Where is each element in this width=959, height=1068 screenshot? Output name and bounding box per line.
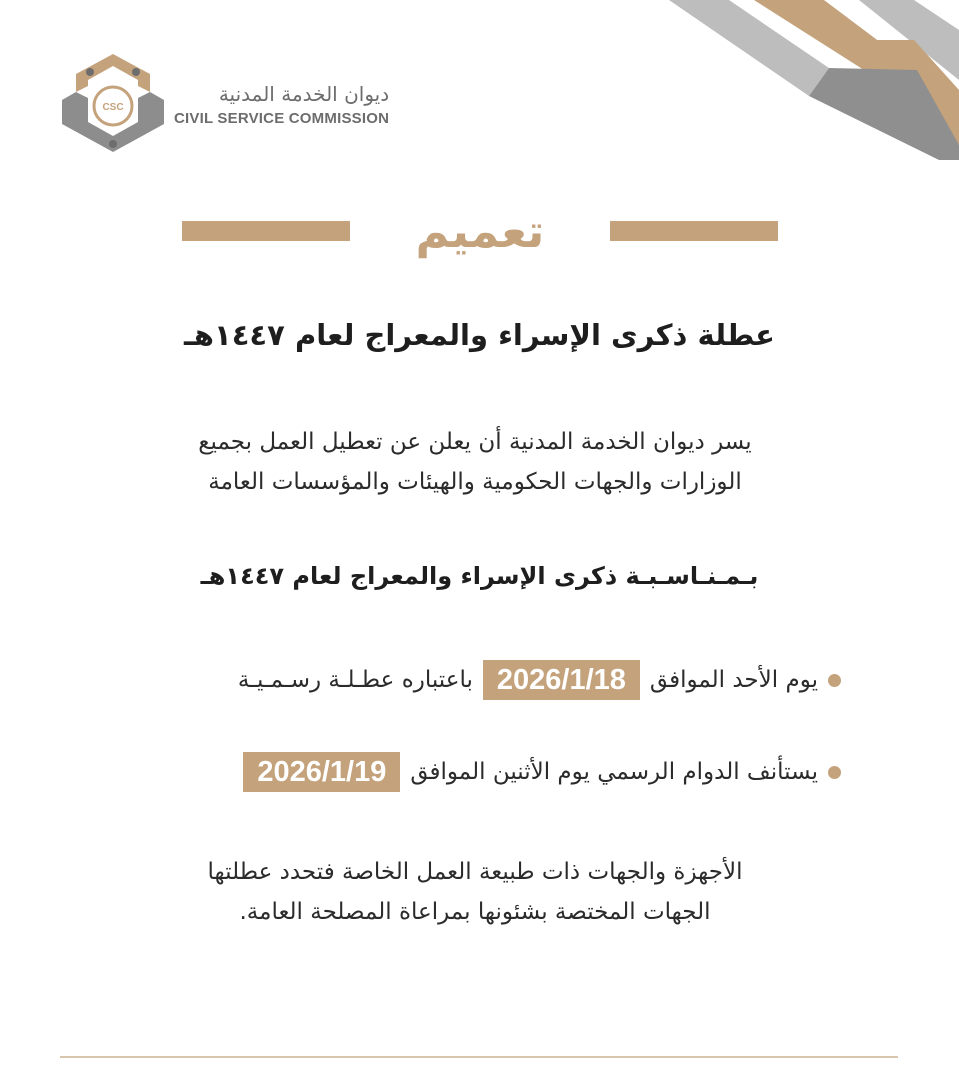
announcement-heading: عطلة ذكرى الإسراء والمعراج لعام ١٤٤٧هـ	[184, 318, 775, 352]
intro-line-1: يسر ديوان الخدمة المدنية أن يعلن عن تعطيل العمل بجميع	[198, 429, 752, 455]
logo-text	[174, 82, 389, 127]
title-bar-right	[610, 221, 778, 241]
bullet-resume-before: يستأنف الدوام الرسمي يوم الأثنين الموافق	[410, 759, 818, 785]
logo-arabic-name: ديوان الخدمة المدنية	[218, 81, 390, 106]
intro-line-2: الوزارات والجهات الحكومية والهيئات والمؤسسات العامة	[208, 469, 742, 495]
occasion-heading: بـمـنـاسـبـة ذكرى الإسراء والمعراج لعام ١٤٤٧هـ	[200, 562, 759, 590]
logo	[60, 52, 389, 156]
csc-logo-mark	[60, 52, 166, 156]
bullet-dot-icon	[828, 674, 841, 687]
closing-line-1: الأجهزة والجهات ذات طبيعة العمل الخاصة فتحدد عطلتها	[207, 859, 743, 885]
intro-paragraph	[100, 422, 850, 502]
logo-mark-text: CSC	[102, 102, 124, 113]
closing-paragraph	[100, 852, 850, 932]
corner-decoration	[659, 0, 959, 160]
logo-english-name: CIVIL SERVICE COMMISSION	[174, 109, 390, 127]
title-bar-left	[182, 221, 350, 241]
title-row	[182, 196, 778, 266]
holiday-date-badge: 2026/1/18	[483, 660, 640, 700]
bullet-holiday-before: يوم الأحد الموافق	[649, 667, 818, 693]
closing-line-2: الجهات المختصة بشئونها بمراعاة المصلحة العامة.	[239, 899, 711, 925]
footer-divider	[60, 1056, 898, 1058]
page-title: تعميم	[415, 204, 545, 258]
bullet-holiday-after: باعتباره عطـلـة رسـمـيـة	[237, 667, 473, 693]
resume-date-badge: 2026/1/19	[243, 752, 400, 792]
bullet-holiday	[238, 660, 841, 700]
bullet-dot-icon	[828, 766, 841, 779]
bullet-resume	[243, 752, 841, 792]
